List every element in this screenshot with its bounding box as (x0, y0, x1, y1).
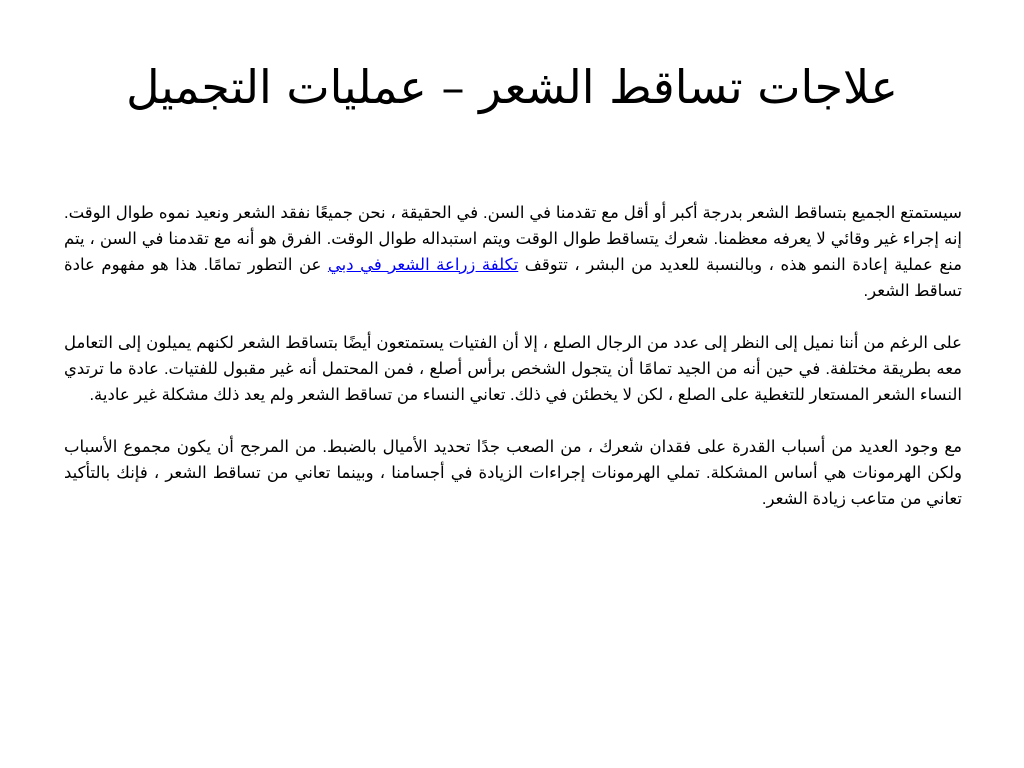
paragraph-1-text-before: سيستمتع الجميع بتساقط الشعر بدرجة أكبر أو أقل مع تقدمنا في السن. في الحقيقة ، نحن جميعًا نفقد الشعر ونعيد نموه طوال الوقت. إنه إجراء غير وقائي لا يعرفه معظمنا. شعرك يتساقط طوال الوقت ويتم استبداله طوال الوقت. الفرق هو أنه مع تقدمنا في السن ، يتم منع عملية إعادة النمو هذه ، وبالنسبة للعديد من البشر ، تتوقف (64, 204, 962, 274)
paragraph-1-text-after: عن التطور تمامًا. هذا هو مفهوم عادة تساقط الشعر. (64, 256, 962, 300)
hair-transplant-cost-link[interactable]: تكلفة زراعة الشعر في دبي (327, 256, 519, 274)
slide-body (64, 200, 962, 538)
paragraph-2: على الرغم من أننا نميل إلى النظر إلى عدد من الرجال الصلع ، إلا أن الفتيات يستمتعون أيضًا بتساقط الشعر لكنهم يميلون إلى التعامل معه بطريقة مختلفة. في حين أنه من الجيد تمامًا أن يتجول الشخص برأس أصلع ، فمن المحتمل أنه غير مقبول للفتيات. عادة ما ترتدي النساء الشعر المستعار للتغطية على الصلع ، لكن لا يخطئن في ذلك. تعاني النساء من تساقط الشعر ولم يعد ذلك مشكلة غير عادية. (64, 334, 962, 404)
slide-title: علاجات تساقط الشعر – عمليات التجميل (126, 60, 898, 114)
paragraph-3: مع وجود العديد من أسباب القدرة على فقدان شعرك ، من الصعب جدًا تحديد الأميال بالضبط. من المرجح أن يكون مجموع الأسباب ولكن الهرمونات هي أساس المشكلة. تملي الهرمونات إجراءات الزيادة في أجسامنا ، وبينما تعاني من تساقط الشعر ، فإنك بالتأكيد تعاني من متاعب زيادة الشعر. (64, 438, 962, 508)
paragraph-1 (64, 200, 962, 304)
